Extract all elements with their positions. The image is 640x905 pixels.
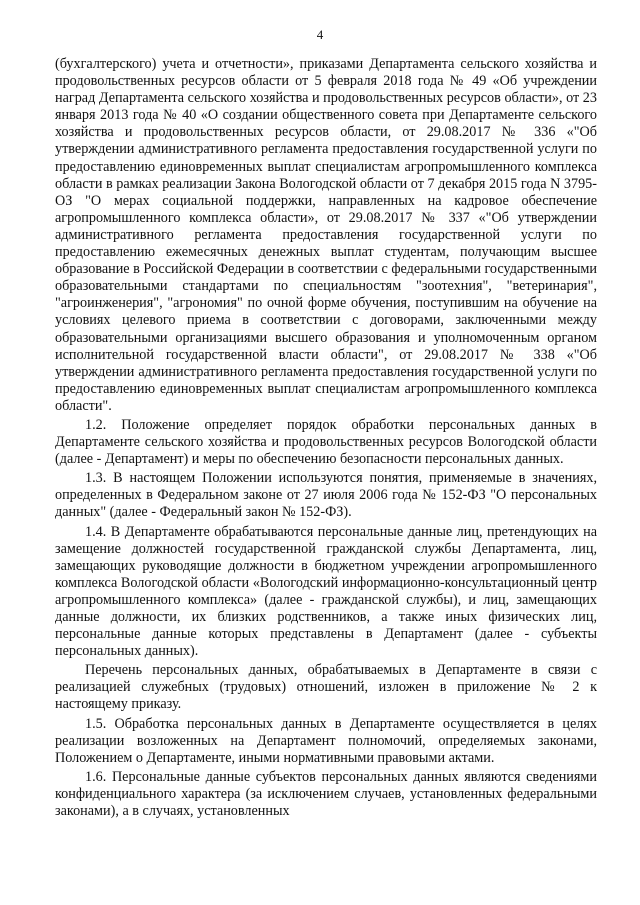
paragraph-1-6: 1.6. Персональные данные субъектов персональных данных являются сведениями конфиденциального характера (за исключением случаев, установленных федеральными законами), а в случаях, установленных	[55, 768, 597, 820]
paragraph-list-reference: Перечень персональных данных, обрабатываемых в Департаменте в связи с реализацией служебных (трудовых) отношений, изложен в приложение № 2 к настоящему приказу.	[55, 662, 597, 713]
paragraph-1-5: 1.5. Обработка персональных данных в Департаменте осуществляется в целях реализации возложенных на Департамент полномочий, определяемых законами, Положением о Департаменте, иными нормативными правовыми актами.	[55, 715, 597, 766]
paragraph-continuation: (бухгалтерского) учета и отчетности», приказами Департамента сельского хозяйства и продовольственных ресурсов области от 5 февраля 2018 года № 49 «Об учреждении наград Департамента сельского хозяйства и продовольственных ресурсов области», от 23 января 2013 года № 40 «О создании общественного совета при Департаменте сельского хозяйства и продовольственных ресурсов области, от 29.08.2017 № 336 «"Об утверждении административного регламента предоставления государственной услуги по предоставлению единовременных выплат специалистам агропромышленного комплекса области в рамках реализации Закона Вологодской области от 7 декабря 2015 года N 3795-ОЗ "О мерах социальной поддержки, направленных на кадровое обеспечение агропромышленного комплекса области», от 29.08.2017 № 337 «"Об утверждении административного регламента предоставления государственной услуги по предоставлению ежемесячных денежных выплат студентам, получающим высшее образование в Российской Федерации в соответствии с федеральными государственными образовательными стандартами по специальностям "зоотехния", "ветеринария", "агроинженерия", "агрономия" по очной форме обучения, поступившим на обучение на условиях целевого приема в соответствии с договорами, заключенными между образовательными организациями высшего образования и уполномоченным органом исполнительной государственной власти области", от 29.08.2017 № 338 «"Об утверждении административного регламента предоставления государственной услуги по предоставлению единовременных выплат специалистам агропромышленного комплекса области".	[55, 56, 597, 414]
paragraph-1-2: 1.2. Положение определяет порядок обработки персональных данных в Департаменте сельского хозяйства и продовольственных ресурсов Вологодской области (далее - Департамент) и меры по обеспечению безопасности персональных данных.	[55, 416, 597, 468]
page-number: 4	[316, 27, 324, 42]
paragraph-1-4: 1.4. В Департаменте обрабатываются персональные данные лиц, претендующих на замещение должностей государственной гражданской службы Департамента, лиц, замещающих руководящие должности в бюджетном учреждении агропромышленного комплекса Вологодской области «Вологодский информационно-консультационный центр агропромышленного комплекса» (далее - гражданской службы), и лиц, замещающих данные должности, их близких родственников, а также иных физических лиц, персональные данные которых представлены в Департамент (далее - субъекты персональных данных).	[55, 523, 597, 660]
document-body	[55, 56, 597, 820]
paragraph-1-3: 1.3. В настоящем Положении используются понятия, применяемые в значениях, определенных в Федеральном законе от 27 июля 2006 года № 152-ФЗ "О персональных данных" (далее - Федеральный закон № 152-ФЗ).	[55, 470, 597, 521]
